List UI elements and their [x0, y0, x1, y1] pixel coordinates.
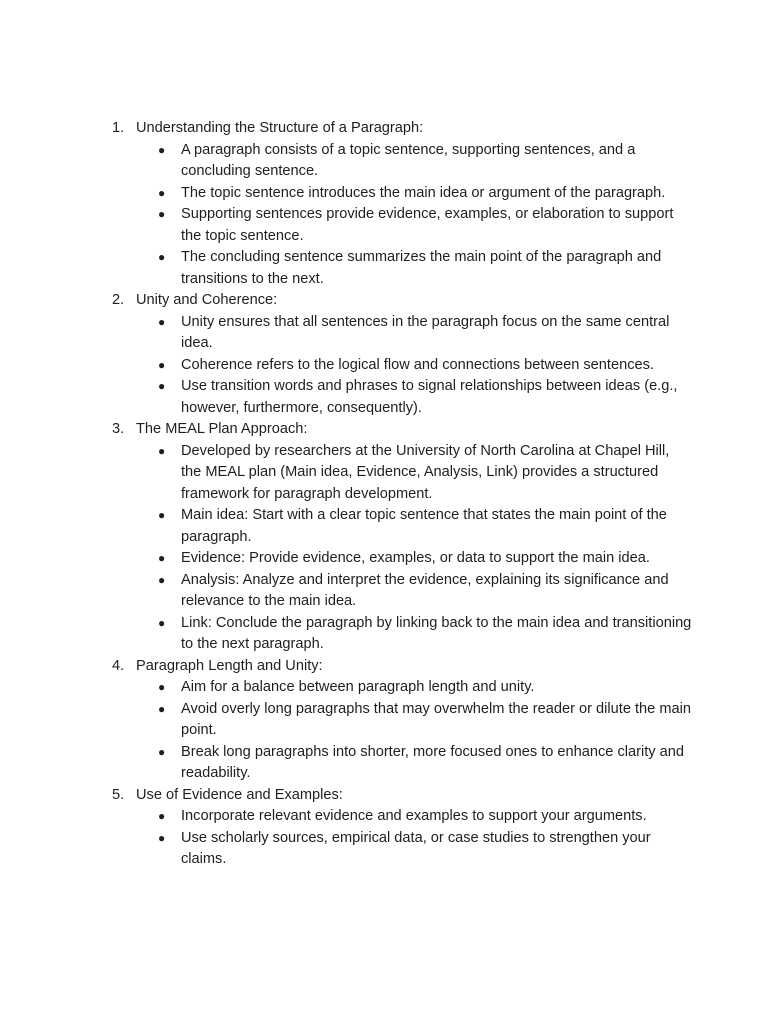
list-item — [112, 204, 692, 247]
bullet-list — [112, 806, 692, 871]
section-heading — [112, 419, 692, 441]
section-title: Use of Evidence and Examples: — [136, 786, 343, 803]
document-body — [112, 118, 692, 871]
list-item — [112, 806, 692, 828]
bullet-list — [112, 677, 692, 785]
bullet-text: Supporting sentences provide evidence, examples, or elaboration to support the topic sentence. — [181, 206, 674, 244]
bullet-text: Link: Conclude the paragraph by linking back to the main idea and transitioning to the next paragraph. — [181, 614, 692, 652]
section-unity-coherence — [112, 290, 692, 419]
bullet-icon: ● — [158, 809, 166, 823]
section-heading — [112, 656, 692, 678]
bullet-text: Incorporate relevant evidence and examples to support your arguments. — [181, 808, 647, 824]
list-item — [112, 699, 692, 742]
section-length-unity — [112, 656, 692, 785]
bullet-icon: ● — [158, 379, 166, 393]
bullet-text: Avoid overly long paragraphs that may overwhelm the reader or dilute the main point. — [181, 700, 691, 738]
bullet-icon: ● — [158, 572, 166, 587]
bullet-text: Use transition words and phrases to signal relationships between ideas (e.g., however, furthermore, consequently). — [181, 378, 678, 416]
list-item — [112, 677, 692, 699]
list-item — [112, 312, 692, 355]
bullet-list — [112, 312, 692, 420]
bullet-icon: ● — [158, 615, 166, 630]
bullet-icon: ● — [158, 443, 166, 458]
bullet-icon: ● — [158, 142, 166, 157]
section-number: 1. — [112, 120, 125, 136]
bullet-icon: ● — [158, 744, 166, 759]
bullet-text: Evidence: Provide evidence, examples, or data to support the main idea. — [181, 550, 650, 566]
list-item — [112, 376, 692, 419]
section-title: Unity and Coherence: — [136, 292, 278, 308]
bullet-icon: ● — [158, 185, 166, 200]
section-number: 4. — [112, 657, 125, 674]
section-title: Paragraph Length and Unity: — [136, 657, 323, 674]
list-item — [112, 140, 692, 183]
list-item — [112, 247, 692, 290]
bullet-icon: ● — [158, 701, 166, 716]
section-evidence-examples — [112, 785, 692, 871]
list-item — [112, 828, 692, 871]
section-heading — [112, 290, 692, 312]
section-meal-plan — [112, 419, 692, 656]
bullet-list — [112, 441, 692, 656]
section-structure — [112, 118, 692, 290]
bullet-text: Coherence refers to the logical flow and connections between sentences. — [181, 356, 654, 373]
bullet-icon: ● — [158, 357, 166, 372]
section-number: 2. — [112, 292, 125, 308]
section-title: Understanding the Structure of a Paragraph: — [136, 120, 424, 136]
bullet-icon: ● — [158, 250, 166, 264]
bullet-text: A paragraph consists of a topic sentence, supporting sentences, and a concluding sentence. — [181, 141, 636, 179]
bullet-text: Break long paragraphs into shorter, more focused ones to enhance clarity and readability. — [181, 743, 684, 781]
list-item — [112, 570, 692, 613]
bullet-text: Unity ensures that all sentences in the paragraph focus on the same central idea. — [181, 313, 670, 351]
bullet-icon: ● — [158, 314, 166, 329]
bullet-icon: ● — [158, 508, 166, 522]
bullet-icon: ● — [158, 207, 166, 221]
bullet-icon: ● — [158, 551, 166, 565]
section-number: 3. — [112, 421, 125, 437]
list-item — [112, 505, 692, 548]
list-item — [112, 183, 692, 205]
list-item — [112, 441, 692, 506]
bullet-text: The topic sentence introduces the main idea or argument of the paragraph. — [181, 184, 666, 201]
list-item — [112, 613, 692, 656]
bullet-text: Developed by researchers at the University of North Carolina at Chapel Hill, the MEAL plan (Main idea, Evidence, Analysis, Link) provides a structured framework for paragraph development. — [181, 442, 670, 502]
list-item — [112, 355, 692, 377]
section-heading — [112, 118, 692, 140]
list-item — [112, 548, 692, 570]
section-number: 5. — [112, 786, 125, 803]
bullet-icon: ● — [158, 680, 166, 694]
bullet-icon: ● — [158, 830, 166, 845]
section-heading — [112, 785, 692, 807]
section-title: The MEAL Plan Approach: — [136, 421, 308, 437]
bullet-text: Aim for a balance between paragraph length and unity. — [181, 679, 535, 695]
bullet-text: The concluding sentence summarizes the main point of the paragraph and transitions to the next. — [181, 249, 662, 287]
list-item — [112, 742, 692, 785]
bullet-list — [112, 140, 692, 291]
bullet-text: Main idea: Start with a clear topic sentence that states the main point of the paragraph. — [181, 507, 667, 545]
bullet-text: Analysis: Analyze and interpret the evidence, explaining its significance and relevance to the main idea. — [181, 571, 669, 609]
bullet-text: Use scholarly sources, empirical data, or case studies to strengthen your claims. — [181, 829, 651, 867]
